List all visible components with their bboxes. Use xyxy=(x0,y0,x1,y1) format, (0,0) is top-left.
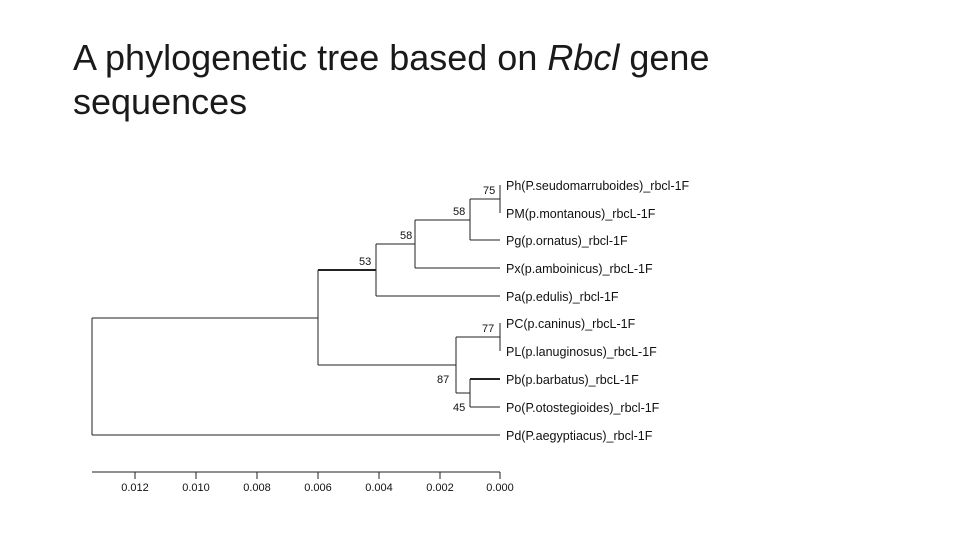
bootstrap-value: 45 xyxy=(453,402,466,414)
title-text-1: A phylogenetic tree based on xyxy=(73,37,548,78)
leaf-labels xyxy=(506,179,690,443)
bootstrap-value: 75 xyxy=(483,185,496,197)
leaf-label: PL(p.lanuginosus)_rbcL-1F xyxy=(506,345,657,359)
title-text-2: gene sequences xyxy=(73,37,710,122)
leaf-label: Pd(P.aegyptiacus)_rbcl-1F xyxy=(506,429,653,443)
bootstrap-value: 87 xyxy=(437,374,450,386)
scale-tick-label: 0.006 xyxy=(304,482,332,494)
title-gene-italic: Rbcl xyxy=(547,37,620,78)
bootstrap-value: 77 xyxy=(482,323,495,335)
scale-tick-label: 0.010 xyxy=(182,482,210,494)
scale-tick-label: 0.004 xyxy=(365,482,393,494)
scale-tick-label: 0.012 xyxy=(121,482,149,494)
scale-tick-label: 0.002 xyxy=(426,482,454,494)
leaf-label: Pa(p.edulis)_rbcl-1F xyxy=(506,290,619,304)
bootstrap-value: 58 xyxy=(400,230,413,242)
leaf-label: PM(p.montanous)_rbcL-1F xyxy=(506,207,656,221)
scale-axis xyxy=(92,472,514,494)
leaf-label: PC(p.caninus)_rbcL-1F xyxy=(506,317,636,331)
scale-tick-label: 0.008 xyxy=(243,482,271,494)
leaf-label: Pg(p.ornatus)_rbcl-1F xyxy=(506,234,628,248)
leaf-label: Ph(P.seudomarruboides)_rbcl-1F xyxy=(506,179,690,193)
scale-tick-label: 0.000 xyxy=(486,482,514,494)
leaf-label: Pb(p.barbatus)_rbcL-1F xyxy=(506,373,639,387)
leaf-label: Po(P.otostegioides)_rbcl-1F xyxy=(506,401,660,415)
tree-branches xyxy=(92,185,500,435)
bootstrap-value: 58 xyxy=(453,206,466,218)
leaf-label: Px(p.amboinicus)_rbcL-1F xyxy=(506,262,653,276)
bootstrap-value: 53 xyxy=(359,256,372,268)
